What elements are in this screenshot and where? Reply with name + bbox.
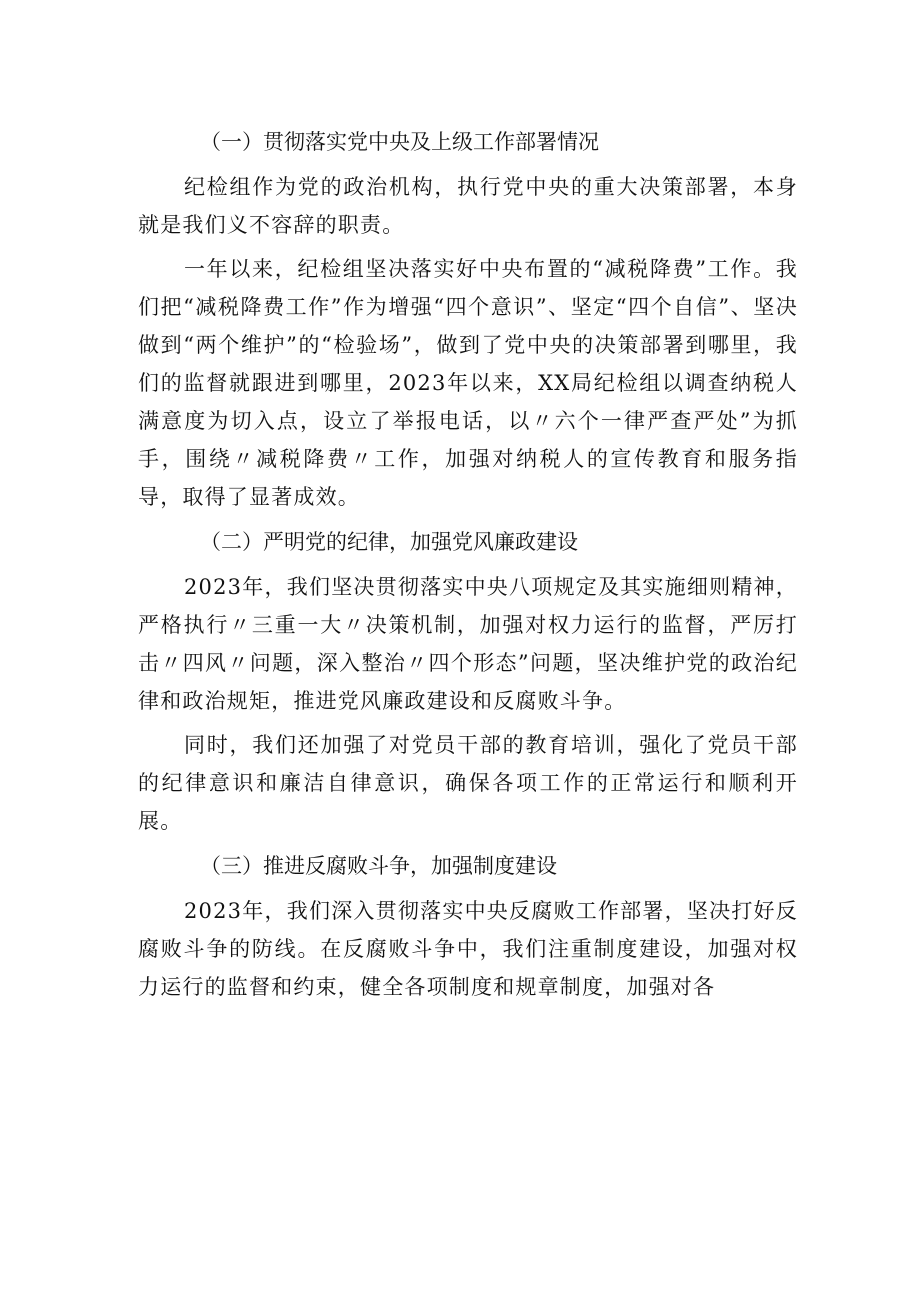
paragraph: 2023年，我们坚决贯彻落实中央八项规定及其实施细则精神，严格执行〃三重一大〃决策机制，加强对权力运行的监督，严厉打击〃四风〃问题，深入整治〃四个形态”问题，坚决维护党的政治纪律和政治规矩，推进党风廉政建设和反腐败斗争。 <box>138 575 798 713</box>
paragraph: 一年以来，纪检组坚决落实好中央布置的“减税降费”工作。我们把“减税降费工作”作为增强“四个意识”、坚定“四个自信”、坚决做到“两个维护”的“检验场”，做到了党中央的决策部署到哪里，我们的监督就跟进到哪里，2023年以来，XX局纪检组以调查纳税人满意度为切入点，设立了举报电话，以〃六个一律严查严处”为抓手，围绕〃减税降费〃工作，加强对纳税人的宣传教育和服务指导，取得了显著成效。 <box>138 257 798 509</box>
document-body <box>138 122 798 1012</box>
section-heading-2: （二）严明党的纪律，加强党风廉政建设 <box>200 530 578 554</box>
paragraph: 同时，我们还加强了对党员干部的教育培训，强化了党员干部的纪律意识和廉洁自律意识，确保各项工作的正常运行和顺利开展。 <box>138 733 798 833</box>
section-heading-3: （三）推进反腐败斗争，加强制度建设 <box>200 854 557 878</box>
section-heading-1: （一）贯彻落实党中央及上级工作部署情况 <box>200 130 599 154</box>
paragraph: 纪检组作为党的政治机构，执行党中央的重大决策部署，本身就是我们义不容辞的职责。 <box>138 175 798 237</box>
paragraph: 2023年，我们深入贯彻落实中央反腐败工作部署，坚决打好反腐败斗争的防线。在反腐败斗争中，我们注重制度建设，加强对权力运行的监督和约束，健全各项制度和规章制度，加强对各 <box>138 899 798 999</box>
